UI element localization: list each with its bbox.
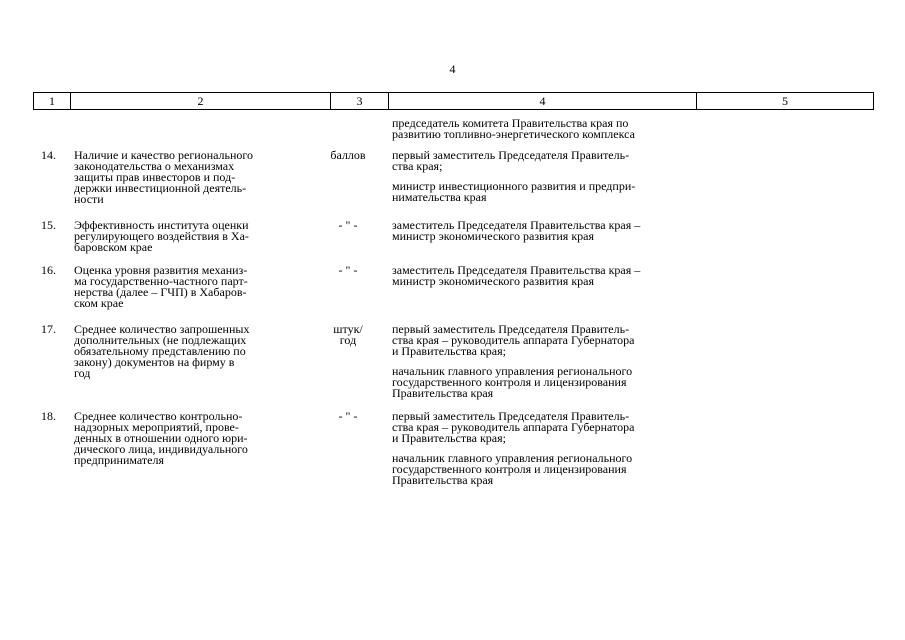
unit-line: год	[339, 333, 357, 347]
responsible-line: государственного контроля и лицензирования	[392, 462, 627, 476]
unit-of-measure	[320, 220, 376, 231]
responsible-line: министр экономического развития края	[392, 229, 595, 243]
indicator-line: держки инвестиционной деятель-	[74, 181, 247, 195]
responsible-line: первый заместитель Председателя Правитель-	[392, 322, 630, 336]
unit-of-measure	[320, 150, 376, 161]
responsible-line: Правительства края	[392, 386, 494, 400]
indicator-line: дического лица, индивидуального	[74, 442, 248, 456]
row-number: 15.	[41, 218, 56, 232]
unit-of-measure	[320, 265, 376, 276]
column-header-3: 3	[331, 93, 389, 110]
indicator-line: регулирующего воздействия в Ха-	[74, 229, 249, 243]
indicator-line: Оценка уровня развития механиз-	[74, 263, 248, 277]
indicator-line: законодательства о механизмах	[74, 159, 235, 173]
responsible-officials	[392, 411, 712, 486]
indicator-line: год	[74, 366, 91, 380]
responsible-line: и Правительства края;	[392, 431, 506, 445]
indicator-line: надзорных мероприятий, прове-	[74, 420, 239, 434]
responsible-line: министр экономического развития края	[392, 274, 595, 288]
responsible-entry	[392, 181, 712, 203]
responsible-entry	[392, 150, 712, 172]
responsible-officials	[392, 150, 712, 203]
column-header-5: 5	[697, 93, 874, 110]
row-number: 18.	[41, 409, 56, 423]
indicator-name	[74, 411, 304, 466]
responsible-line: председатель комитета Правительства края по	[392, 116, 629, 130]
responsible-line: ства края – руководитель аппарата Губернатора	[392, 333, 635, 347]
indicator-line: баровском крае	[74, 240, 153, 254]
indicator-line: закону) документов на фирму в	[74, 355, 235, 369]
responsible-line: министр инвестиционного развития и предпри-	[392, 179, 636, 193]
continuation-row	[33, 118, 873, 150]
indicator-line: Среднее количество контрольно-	[74, 409, 243, 423]
row-number: 16.	[41, 263, 56, 277]
column-header-1: 1	[34, 93, 71, 110]
row-number: 17.	[41, 322, 56, 336]
indicator-line: Среднее количество запрошенных	[74, 322, 250, 336]
indicator-line: дополнительных (не подлежащих	[74, 333, 247, 347]
table-body	[33, 118, 873, 501]
indicator-line: защиты прав инвесторов и под-	[74, 170, 236, 184]
indicator-line: Эффективность института оценки	[74, 218, 249, 232]
indicator-line: денных в отношении одного юри-	[74, 431, 248, 445]
unit-line: - " -	[338, 218, 358, 232]
responsible-line: государственного контроля и лицензирования	[392, 375, 627, 389]
unit-line: баллов	[330, 148, 366, 162]
table-row	[33, 220, 873, 265]
row-number: 14.	[41, 148, 56, 162]
responsible-line: ства края – руководитель аппарата Губернатора	[392, 420, 635, 434]
responsible-line: начальник главного управления регионального	[392, 451, 633, 465]
indicator-line: предпринимателя	[74, 453, 164, 467]
unit-of-measure	[320, 324, 376, 346]
indicator-line: Наличие и качество регионального	[74, 148, 254, 162]
responsible-entry	[392, 265, 712, 287]
column-header-table	[33, 92, 874, 110]
responsible-entry	[392, 453, 712, 486]
indicator-line: ма государственно-частного парт-	[74, 274, 248, 288]
indicator-name	[74, 220, 304, 253]
indicator-name	[74, 265, 304, 309]
unit-of-measure	[320, 411, 376, 422]
indicator-line: ском крае	[74, 296, 124, 310]
responsible-officials	[392, 265, 712, 287]
indicator-line: нерства (далее – ГЧП) в Хабаров-	[74, 285, 247, 299]
responsible-entry	[392, 366, 712, 399]
responsible-line: ства края;	[392, 159, 443, 173]
responsible-line: Правительства края	[392, 473, 494, 487]
table-row	[33, 411, 873, 501]
responsible-entry	[392, 220, 712, 242]
column-header-row	[34, 93, 874, 110]
indicator-line: ности	[74, 192, 104, 206]
responsible-line: нимательства края	[392, 190, 487, 204]
unit-line: - " -	[338, 263, 358, 277]
table-row	[33, 265, 873, 324]
responsible-officials	[392, 324, 712, 399]
indicator-name	[74, 324, 304, 379]
responsible-entry	[392, 324, 712, 357]
responsible-line: начальник главного управления регионального	[392, 364, 633, 378]
continuation-responsible	[392, 118, 712, 140]
indicator-name	[74, 150, 304, 205]
responsible-officials	[392, 220, 712, 242]
responsible-line: первый заместитель Председателя Правитель-	[392, 148, 630, 162]
responsible-line: заместитель Председателя Правительства края –	[392, 263, 641, 277]
indicator-line: обязательному представлению по	[74, 344, 246, 358]
responsible-entry	[392, 411, 712, 444]
responsible-line: развитию топливно-энергетического комплекса	[392, 127, 635, 141]
table-row	[33, 150, 873, 220]
unit-line: штук/	[333, 322, 363, 336]
page-number: 4	[449, 62, 456, 76]
column-header-2: 2	[71, 93, 331, 110]
responsible-line: и Правительства края;	[392, 344, 506, 358]
unit-line: - " -	[338, 409, 358, 423]
responsible-line: первый заместитель Председателя Правитель-	[392, 409, 630, 423]
column-header-4: 4	[389, 93, 697, 110]
responsible-line: заместитель Председателя Правительства края –	[392, 218, 641, 232]
table-row	[33, 324, 873, 411]
